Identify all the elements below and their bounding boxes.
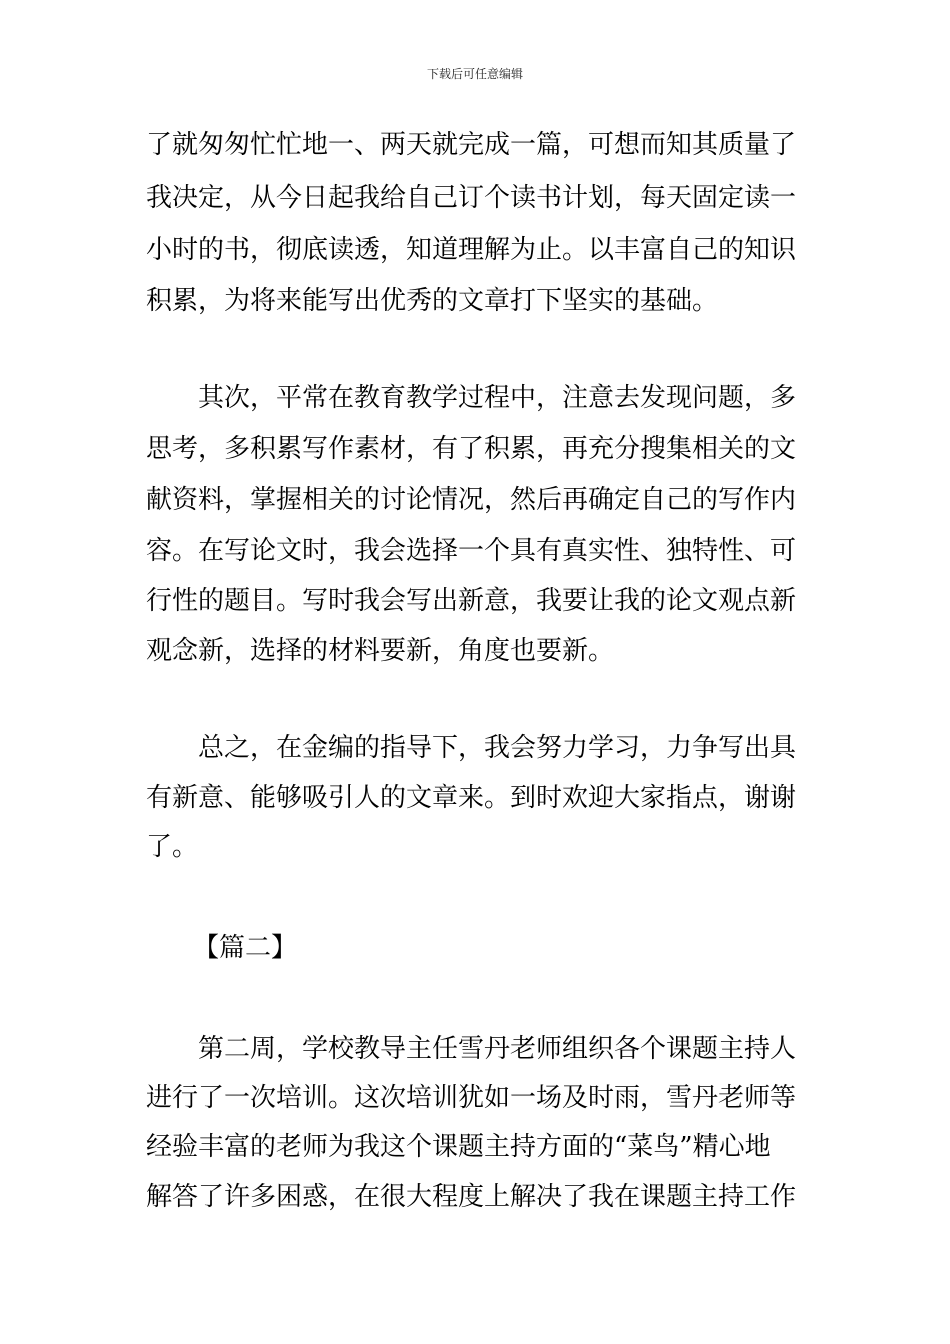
page-header: 下载后可任意编辑 xyxy=(426,67,523,81)
section-heading: 【篇二】 xyxy=(193,933,298,963)
text-line: 小时的书，彻底读透，知道理解为止。以丰富自己的知识 xyxy=(146,235,797,265)
text-line: 解答了许多困惑，在很大程度上解决了我在课题主持工作 xyxy=(146,1182,797,1212)
text-line: 经验丰富的老师为我这个课题主持方面的“菜鸟”精心地 xyxy=(146,1132,771,1162)
text-line: 有新意、能够吸引人的文章来。到时欢迎大家指点，谢谢 xyxy=(146,783,797,813)
text-line: 第二周，学校教导主任雪丹老师组织各个课题主持人 xyxy=(198,1034,797,1064)
text-line: 进行了一次培训。这次培训犹如一场及时雨，雪丹老师等 xyxy=(146,1083,797,1113)
text-line: 其次，平常在教育教学过程中，注意去发现问题，多 xyxy=(198,383,797,413)
text-line: 容。在写论文时，我会选择一个具有真实性、独特性、可 xyxy=(146,536,797,566)
text-line: 总之，在金编的指导下，我会努力学习，力争写出具 xyxy=(198,733,797,763)
text-line: 了就匆匆忙忙地一、两天就完成一篇，可想而知其质量了 xyxy=(146,130,797,160)
text-line: 了。 xyxy=(146,832,199,862)
text-line: 积累，为将来能写出优秀的文章打下坚实的基础。 xyxy=(146,286,719,316)
text-line: 行性的题目。写时我会写出新意，我要让我的论文观点新 xyxy=(146,586,797,616)
text-line: 思考，多积累写作素材，有了积累，再充分搜集相关的文 xyxy=(146,434,797,464)
text-line: 观念新，选择的材料要新，角度也要新。 xyxy=(146,636,615,666)
text-line: 献资料，掌握相关的讨论情况，然后再确定自己的写作内 xyxy=(146,485,797,515)
text-line: 我决定，从今日起我给自己订个读书计划，每天固定读一 xyxy=(146,183,797,213)
